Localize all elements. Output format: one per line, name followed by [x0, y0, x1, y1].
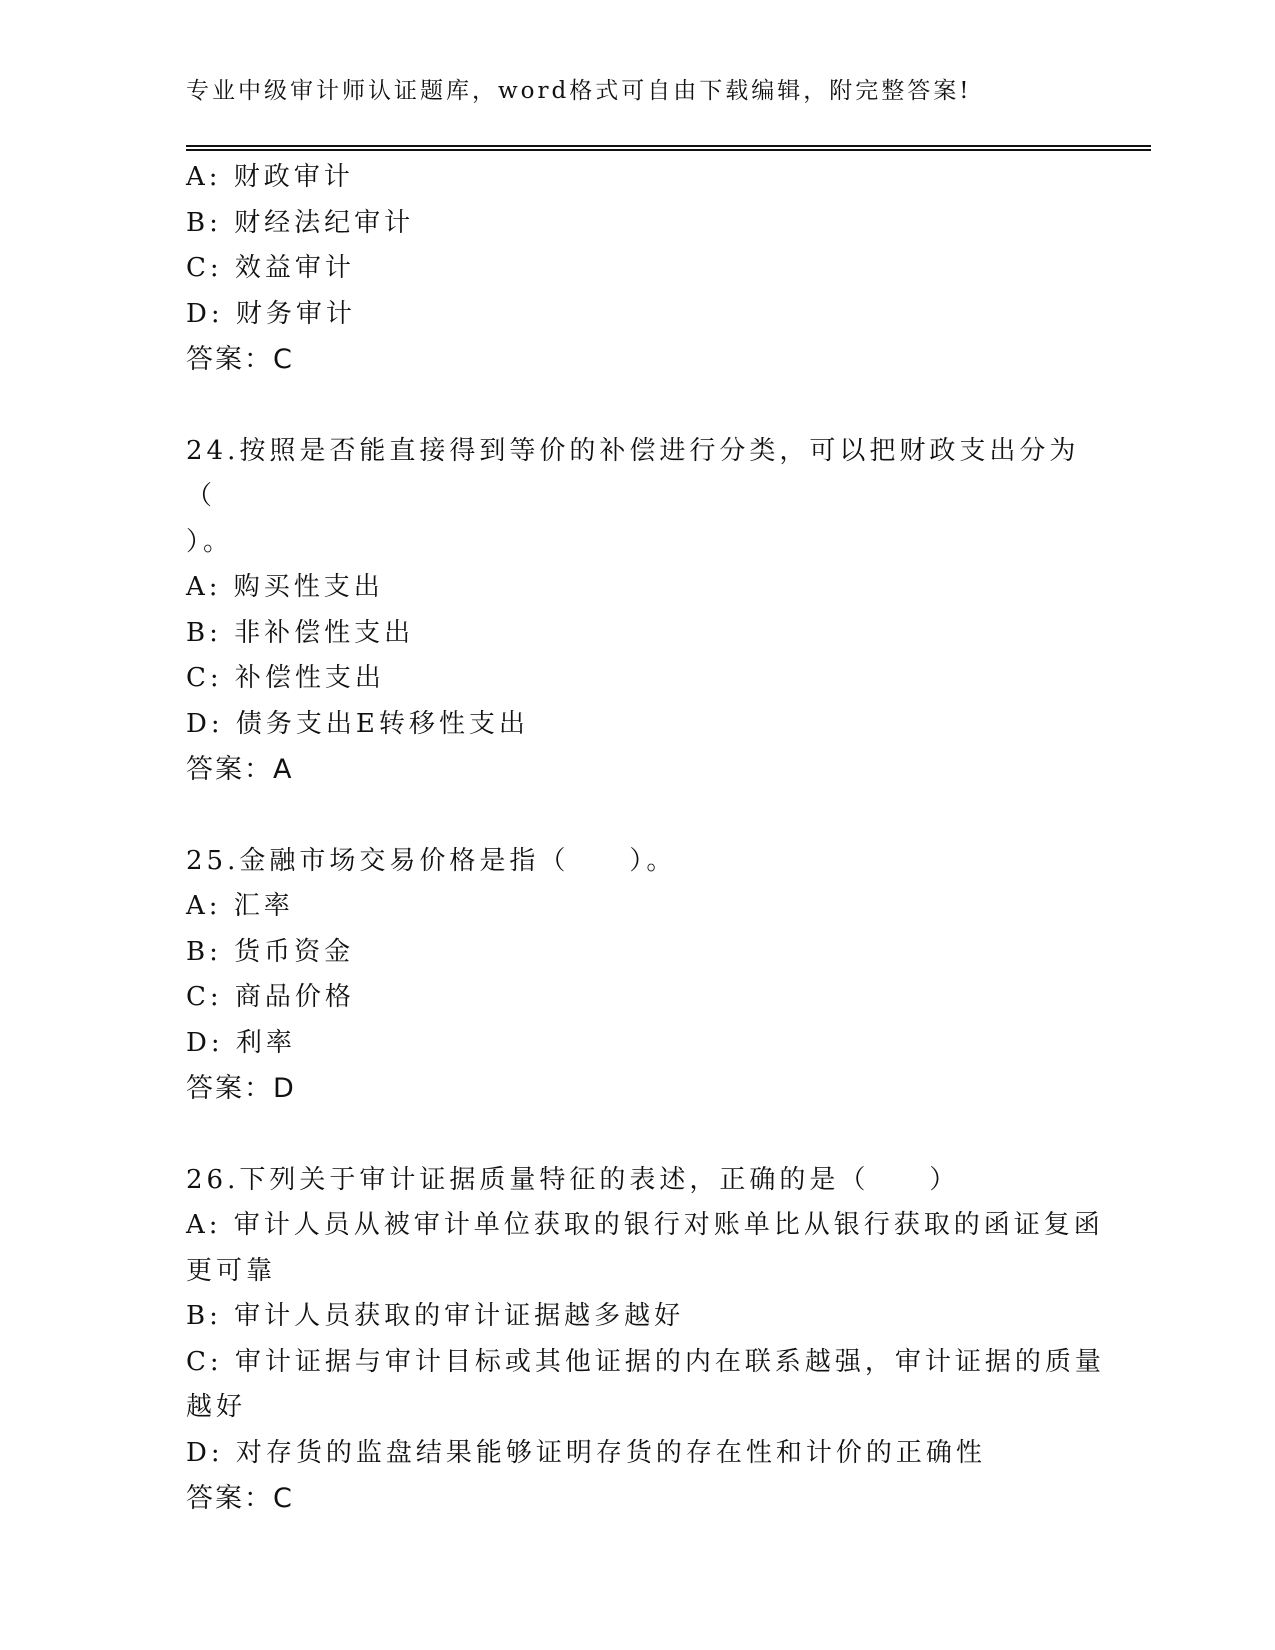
- option-a: A: 购买性支出: [186, 572, 384, 602]
- header-rule-top: [186, 145, 1151, 147]
- question-24: [186, 429, 1106, 793]
- option-c: C: 补偿性支出: [186, 663, 385, 693]
- option-b: B: 非补偿性支出: [186, 617, 415, 648]
- answer: 答案：C: [186, 1483, 294, 1514]
- answer: 答案：A: [186, 754, 294, 785]
- question-stem: 25.金融市场交易价格是指（ ）。: [186, 845, 677, 876]
- option-d: D: 对存货的监盘结果能够证明存货的存在性和计价的正确性: [186, 1437, 986, 1468]
- page-header: 专业中级审计师认证题库，word格式可自由下载编辑，附完整答案!: [186, 78, 972, 104]
- option-b: B: 财经法纪审计: [186, 207, 415, 238]
- answer: 答案：C: [186, 344, 294, 375]
- option-c: C: 审计证据与审计目标或其他证据的内在联系越强，审计证据的质量: [186, 1346, 1105, 1377]
- option-d: D: 财务审计: [186, 298, 356, 329]
- option-a: A: 汇率: [186, 891, 294, 921]
- option-c: C: 效益审计: [186, 253, 355, 283]
- question-23: [186, 155, 1106, 383]
- question-list: [186, 155, 1106, 1522]
- option-d: D: 利率: [186, 1027, 296, 1058]
- option-b: B: 审计人员获取的审计证据越多越好: [186, 1301, 685, 1331]
- question-25: [186, 839, 1106, 1112]
- option-a: A: 财政审计: [186, 162, 354, 192]
- question-stem: 26.下列关于审计证据质量特征的表述，正确的是（ ）: [186, 1164, 960, 1195]
- question-stem: 24.按照是否能直接得到等价的补偿进行分类，可以把财政支出分为（: [186, 435, 1080, 511]
- option-a-cont: 更可靠: [186, 1255, 277, 1286]
- option-b: B: 货币资金: [186, 936, 355, 967]
- option-d: D: 债务支出E转移性支出: [186, 708, 529, 739]
- option-c-cont: 越好: [186, 1392, 247, 1422]
- answer: 答案：D: [186, 1073, 296, 1104]
- option-c: C: 商品价格: [186, 982, 355, 1012]
- question-stem-cont: ）。: [186, 526, 234, 557]
- header-rule-bottom: [186, 149, 1151, 151]
- option-a: A: 审计人员从被审计单位获取的银行对账单比从银行获取的函证复函: [186, 1210, 1104, 1240]
- question-26: [186, 1158, 1106, 1522]
